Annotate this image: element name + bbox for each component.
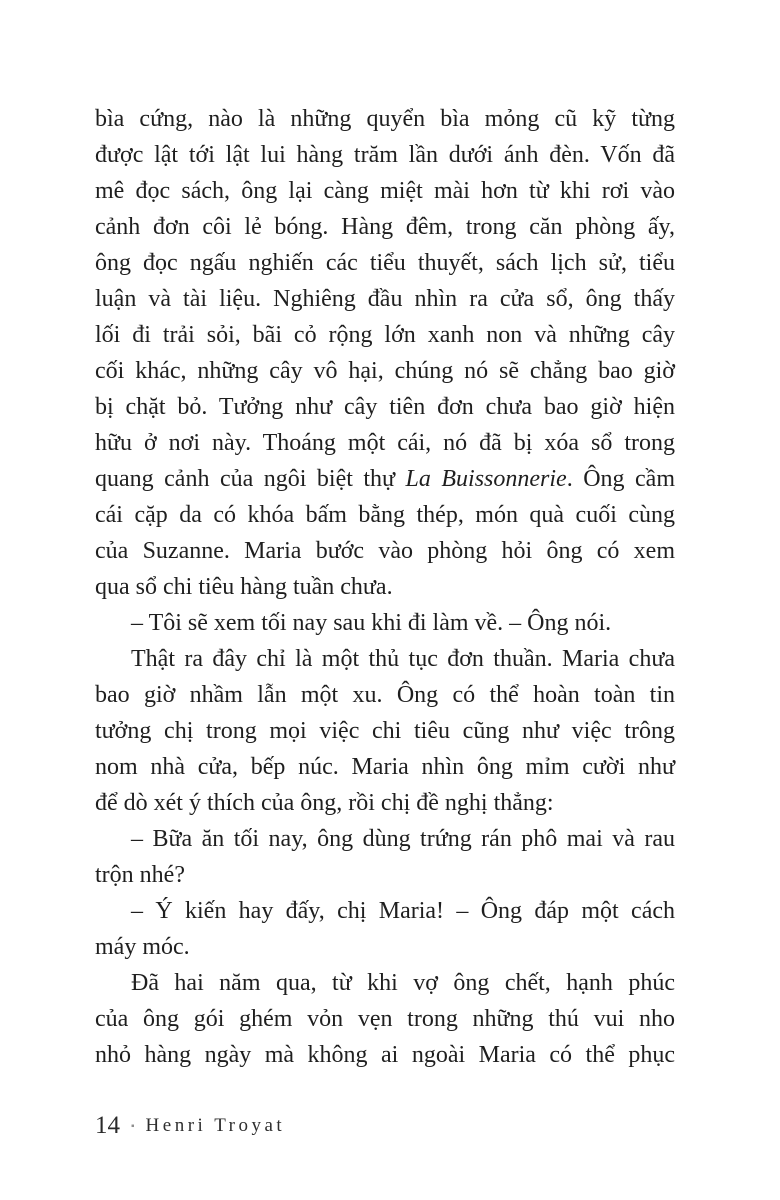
text-segment: máy móc. xyxy=(95,934,190,960)
text-line xyxy=(95,1001,675,1037)
text-line xyxy=(95,749,675,785)
text-segment: ông đọc ngấu nghiến các tiểu thuyết, sách lịch sử, tiểu xyxy=(95,250,675,276)
italic-text-segment: La Buissonnerie xyxy=(405,466,567,492)
text-segment: quang cảnh của ngôi biệt thự xyxy=(95,466,406,492)
text-segment: lối đi trải sỏi, bãi cỏ rộng lớn xanh non và những cây xyxy=(95,322,675,348)
text-line xyxy=(95,569,675,605)
text-segment: bao giờ nhầm lẫn một xu. Ông có thể hoàn toàn tin xyxy=(95,682,675,708)
text-line xyxy=(95,857,675,893)
paragraph xyxy=(95,101,675,605)
text-segment: để dò xét ý thích của ông, rồi chị đề nghị thẳng: xyxy=(95,790,554,816)
text-line xyxy=(95,389,675,425)
footer-running-title: Henri Troyat xyxy=(145,1115,286,1136)
text-line xyxy=(95,713,675,749)
paragraph xyxy=(95,605,675,641)
text-segment: . Ông cầm xyxy=(566,466,676,492)
text-segment: của Suzanne. Maria bước vào phòng hỏi ông có xem xyxy=(95,538,675,564)
text-segment: bị chặt bỏ. Tưởng như cây tiên đơn chưa bao giờ hiện xyxy=(95,394,675,420)
paragraph xyxy=(95,641,675,821)
text-line xyxy=(95,785,675,821)
text-line xyxy=(95,425,675,461)
text-segment: Thật ra đây chỉ là một thủ tục đơn thuần. Maria chưa xyxy=(131,646,675,672)
text-line xyxy=(95,173,675,209)
text-line xyxy=(95,209,675,245)
text-segment: cối khác, những cây vô hại, chúng nó sẽ chẳng bao giờ xyxy=(95,358,675,384)
text-segment: qua sổ chi tiêu hàng tuần chưa. xyxy=(95,574,393,600)
text-segment: hữu ở nơi này. Thoáng một cái, nó đã bị xóa sổ trong xyxy=(95,430,675,456)
text-block xyxy=(95,101,675,1073)
text-segment: Đã hai năm qua, từ khi vợ ông chết, hạnh phúc xyxy=(131,970,675,996)
text-line xyxy=(95,317,675,353)
text-segment: tưởng chị trong mọi việc chi tiêu cũng như việc trông xyxy=(95,718,675,744)
text-segment: cái cặp da có khóa bấm bằng thép, món quà cuối cùng xyxy=(95,502,675,528)
text-line xyxy=(95,605,675,641)
text-line xyxy=(95,1037,675,1073)
text-line xyxy=(95,965,675,1001)
page-footer xyxy=(95,1110,285,1142)
text-segment: – Tôi sẽ xem tối nay sau khi đi làm về. – Ông nói. xyxy=(131,610,612,636)
text-line xyxy=(95,461,675,497)
text-segment: trộn nhé? xyxy=(95,862,185,888)
footer-bullet-icon: ▪ xyxy=(131,1121,135,1132)
text-segment: được lật tới lật lui hàng trăm lần dưới ánh đèn. Vốn đã xyxy=(95,142,675,168)
text-line xyxy=(95,677,675,713)
text-segment: – Bữa ăn tối nay, ông dùng trứng rán phô mai và rau xyxy=(131,826,675,852)
text-line xyxy=(95,353,675,389)
text-line xyxy=(95,101,675,137)
text-line xyxy=(95,533,675,569)
text-line xyxy=(95,929,675,965)
text-segment: bìa cứng, nào là những quyển bìa mỏng cũ kỹ từng xyxy=(95,106,675,132)
text-segment: nhỏ hàng ngày mà không ai ngoài Maria có thể phục xyxy=(95,1042,675,1068)
text-segment: của ông gói ghém vỏn vẹn trong những thú vui nho xyxy=(95,1006,675,1032)
paragraph xyxy=(95,821,675,893)
text-line xyxy=(95,821,675,857)
text-segment: nom nhà cửa, bếp núc. Maria nhìn ông mỉm cười như xyxy=(95,754,675,780)
footer-page-number: 14 xyxy=(95,1112,120,1139)
text-line xyxy=(95,893,675,929)
text-line xyxy=(95,641,675,677)
text-segment: mê đọc sách, ông lại càng miệt mài hơn từ khi rơi vào xyxy=(95,178,675,204)
text-line xyxy=(95,281,675,317)
text-segment: cảnh đơn côi lẻ bóng. Hàng đêm, trong căn phòng ấy, xyxy=(95,214,675,240)
paragraph xyxy=(95,893,675,965)
text-line xyxy=(95,497,675,533)
text-segment: – Ý kiến hay đấy, chị Maria! – Ông đáp một cách xyxy=(131,898,675,924)
text-line xyxy=(95,245,675,281)
paragraph xyxy=(95,965,675,1073)
text-segment: luận và tài liệu. Nghiêng đầu nhìn ra cửa sổ, ông thấy xyxy=(95,286,675,312)
text-line xyxy=(95,137,675,173)
